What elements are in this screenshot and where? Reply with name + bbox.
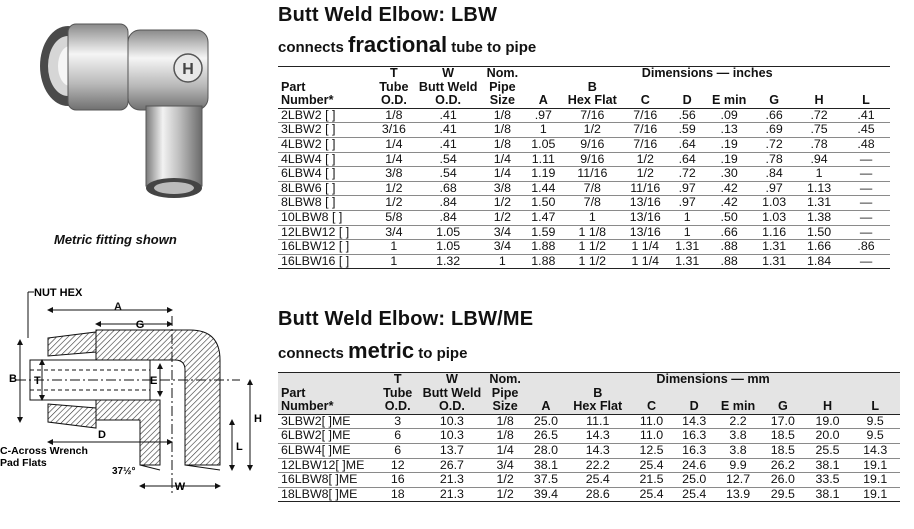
lbw-header-t-3: O.D.: [372, 94, 416, 108]
lbw-header-l: L: [842, 94, 890, 108]
lbwme-header-a: A: [526, 400, 566, 414]
dimension-cell: 16: [376, 473, 420, 488]
table-row: [278, 108, 890, 123]
part-number-cell: 3LBW2 [ ]: [278, 123, 372, 138]
dimension-cell: 14.3: [566, 429, 630, 444]
dimension-cell: 10.3: [420, 429, 485, 444]
lbwme-header-nom-2: Pipe: [484, 387, 526, 401]
lbwme-header-part-2: Number*: [278, 400, 376, 414]
dimension-cell: 1.05: [416, 225, 481, 240]
dimension-cell: 1/8: [480, 137, 524, 152]
dimension-cell: .56: [668, 108, 706, 123]
dimension-cell: .86: [842, 240, 890, 255]
dimension-cell: 1.03: [752, 210, 796, 225]
lbwme-header-w-3: O.D.: [420, 400, 485, 414]
dimension-cell: 1.11: [524, 152, 562, 167]
dimension-cell: 6: [376, 429, 420, 444]
lbwme-header-w-2: Butt Weld: [420, 387, 485, 401]
dimension-cell: 29.5: [761, 487, 805, 502]
table-row: [278, 225, 890, 240]
dimension-cell: 18.5: [761, 429, 805, 444]
lbwme-header-l: L: [850, 400, 900, 414]
dimension-cell: 1/8: [484, 429, 526, 444]
dimension-cell: 25.4: [673, 487, 715, 502]
lbw-header-part-2: Number*: [278, 94, 372, 108]
dimension-cell: 37.5: [526, 473, 566, 488]
dimension-cell: 13/16: [622, 225, 668, 240]
dimension-cell: 1.03: [752, 196, 796, 211]
dimension-cell: 3/4: [480, 240, 524, 255]
dimension-cell: 25.4: [566, 473, 630, 488]
dimension-cell: .41: [416, 123, 481, 138]
part-number-cell: 10LBW8 [ ]: [278, 210, 372, 225]
dimension-cell: 1 1/4: [622, 240, 668, 255]
dimension-cell: 7/8: [562, 196, 622, 211]
hex-logo-mark: H: [182, 61, 194, 78]
dimension-cell: 11.0: [630, 429, 674, 444]
dimension-cell: .19: [706, 137, 752, 152]
lbwme-header-h: H: [805, 400, 851, 414]
dimension-cell: 1/2: [562, 123, 622, 138]
dimension-cell: —: [842, 181, 890, 196]
dimension-cell: 25.4: [630, 487, 674, 502]
table-row: [278, 137, 890, 152]
dimension-cell: .66: [706, 225, 752, 240]
dimension-cell: .41: [416, 137, 481, 152]
dimension-cell: .78: [796, 137, 842, 152]
dimension-cell: .84: [416, 210, 481, 225]
lbwme-header-emin: E min: [715, 400, 761, 414]
dimension-cell: .72: [796, 108, 842, 123]
dimension-cell: 1/2: [484, 487, 526, 502]
part-number-cell: 12LBW12[ ]ME: [278, 458, 376, 473]
dimension-cell: 3/8: [480, 181, 524, 196]
lbw-header-w-1: W: [416, 67, 481, 81]
dimension-cell: 19.1: [850, 458, 900, 473]
lbwme-subtitle: connects metric to pipe: [278, 338, 468, 363]
table-row: [278, 240, 890, 255]
dimension-cell: .13: [706, 123, 752, 138]
part-number-cell: 2LBW2 [ ]: [278, 108, 372, 123]
dimension-cell: .41: [842, 108, 890, 123]
dimension-cell: 1.59: [524, 225, 562, 240]
dimension-cell: 21.3: [420, 487, 485, 502]
dimension-cell: 2.2: [715, 414, 761, 429]
dimension-cell: 1.13: [796, 181, 842, 196]
dimension-cell: .97: [668, 181, 706, 196]
dimension-cell: 12.7: [715, 473, 761, 488]
dimension-cell: .50: [706, 210, 752, 225]
table-row: [278, 152, 890, 167]
dimension-cell: 1/8: [480, 108, 524, 123]
dimension-cell: 39.4: [526, 487, 566, 502]
dimension-cell: 25.0: [526, 414, 566, 429]
dimension-cell: .48: [842, 137, 890, 152]
dimension-cell: 1/2: [622, 167, 668, 182]
dimension-cell: 7/16: [622, 123, 668, 138]
dimension-cell: 7/16: [622, 137, 668, 152]
label-c-across-line2: Pad Flats: [0, 457, 47, 469]
dimension-cell: .94: [796, 152, 842, 167]
dimension-cell: .75: [796, 123, 842, 138]
dimension-cell: 19.1: [850, 487, 900, 502]
dimension-cell: 1/2: [372, 181, 416, 196]
table-row: [278, 123, 890, 138]
dimension-cell: .69: [752, 123, 796, 138]
dimension-cell: 3/4: [480, 225, 524, 240]
dimension-cell: 28.6: [566, 487, 630, 502]
lbw-dimensions-heading: Dimensions — inches: [524, 67, 890, 81]
dimension-cell: 3: [376, 414, 420, 429]
label-d: D: [98, 429, 106, 441]
dimension-cell: 25.4: [630, 458, 674, 473]
dimension-cell: .66: [752, 108, 796, 123]
dimension-cell: 1.19: [524, 167, 562, 182]
dimension-cell: 1 1/4: [622, 254, 668, 269]
dimension-cell: 1.84: [796, 254, 842, 269]
label-l: L: [236, 441, 243, 453]
dimension-cell: 1.31: [752, 240, 796, 255]
dimension-cell: .72: [668, 167, 706, 182]
label-c-across-line1: C-Across Wrench: [0, 445, 88, 457]
lbw-dimensions-table: [278, 66, 890, 269]
dimension-cell: 1.66: [796, 240, 842, 255]
label-angle: 37½°: [112, 466, 136, 477]
part-number-cell: 12LBW12 [ ]: [278, 225, 372, 240]
dimension-cell: 1/2: [372, 196, 416, 211]
dimension-cell: 1.31: [668, 240, 706, 255]
lbwme-header-g: G: [761, 400, 805, 414]
table-row: [278, 196, 890, 211]
dimension-cell: 14.3: [566, 443, 630, 458]
table-row: [278, 458, 900, 473]
dimension-cell: —: [842, 167, 890, 182]
dimension-cell: 1/4: [372, 152, 416, 167]
part-number-cell: 16LBW12 [ ]: [278, 240, 372, 255]
dimension-cell: .88: [706, 254, 752, 269]
dimension-cell: 1.88: [524, 254, 562, 269]
dimension-cell: 5/8: [372, 210, 416, 225]
dimension-cell: 1.05: [416, 240, 481, 255]
dimension-cell: 1.31: [796, 196, 842, 211]
lbw-header-g: G: [752, 94, 796, 108]
table-row: [278, 181, 890, 196]
dimension-cell: 13.9: [715, 487, 761, 502]
dimension-cell: 1/2: [480, 210, 524, 225]
lbwme-header-nom-3: Size: [484, 400, 526, 414]
dimension-cell: 14.3: [673, 414, 715, 429]
part-number-cell: 16LBW16 [ ]: [278, 254, 372, 269]
dimension-cell: 13/16: [622, 210, 668, 225]
dimension-cell: 1.47: [524, 210, 562, 225]
dimension-cell: .64: [668, 152, 706, 167]
dimension-cell: 1: [524, 123, 562, 138]
dimension-cell: 1.31: [668, 254, 706, 269]
lbw-header-t-1: T: [372, 67, 416, 81]
dimension-cell: 1.16: [752, 225, 796, 240]
dimension-cell: .30: [706, 167, 752, 182]
dimension-cell: 12.5: [630, 443, 674, 458]
dimension-cell: .72: [752, 137, 796, 152]
part-number-cell: 6LBW2[ ]ME: [278, 429, 376, 444]
lbw-header-nom-3: Size: [480, 94, 524, 108]
dimension-cell: 12: [376, 458, 420, 473]
lbwme-header-part-1: Part: [278, 387, 376, 401]
part-number-cell: 18LBW8[ ]ME: [278, 487, 376, 502]
dimension-cell: 1.88: [524, 240, 562, 255]
dimension-cell: 19.1: [850, 473, 900, 488]
part-number-cell: 6LBW4[ ]ME: [278, 443, 376, 458]
dimension-cell: 22.2: [566, 458, 630, 473]
lbw-header-emin: E min: [706, 94, 752, 108]
dimension-cell: 1.50: [524, 196, 562, 211]
dimension-cell: 1/8: [480, 123, 524, 138]
dimension-cell: .45: [842, 123, 890, 138]
dimension-cell: 11.1: [566, 414, 630, 429]
lbw-header-c: C: [622, 94, 668, 108]
dimension-cell: .54: [416, 167, 481, 182]
dimension-cell: —: [842, 152, 890, 167]
dimension-cell: 9.9: [715, 458, 761, 473]
dimension-cell: 3/8: [372, 167, 416, 182]
table-row: [278, 210, 890, 225]
lbw-header-w-2: Butt Weld: [418, 79, 478, 94]
dimension-cell: .59: [668, 123, 706, 138]
label-a: A: [114, 301, 122, 313]
part-number-cell: 8LBW8 [ ]: [278, 196, 372, 211]
dimension-cell: 16.3: [673, 429, 715, 444]
dimension-cell: .97: [524, 108, 562, 123]
dimension-cell: 19.0: [805, 414, 851, 429]
dimension-cell: 13.7: [420, 443, 485, 458]
dimension-cell: .64: [668, 137, 706, 152]
lbwme-header-blank: [278, 373, 376, 387]
dimension-cell: —: [842, 210, 890, 225]
dimension-cell: 9.5: [850, 429, 900, 444]
dimension-cell: .42: [706, 196, 752, 211]
lbw-header-part-1: Part: [281, 79, 306, 94]
dimension-cell: 1 1/2: [562, 240, 622, 255]
lbw-header-blank: [278, 67, 372, 81]
dimension-cell: .88: [706, 240, 752, 255]
dimension-cell: 1: [480, 254, 524, 269]
table-row: [278, 167, 890, 182]
dimension-cell: 25.5: [805, 443, 851, 458]
dimension-cell: 1: [796, 167, 842, 182]
dimension-cell: .97: [752, 181, 796, 196]
part-number-cell: 8LBW6 [ ]: [278, 181, 372, 196]
lbwme-dimensions-heading: Dimensions — mm: [526, 373, 900, 387]
dimension-cell: 3.8: [715, 429, 761, 444]
dimension-cell: 33.5: [805, 473, 851, 488]
dimension-cell: 6: [376, 443, 420, 458]
table-row: [278, 429, 900, 444]
dimension-cell: 3/4: [484, 458, 526, 473]
dimension-cell: .84: [416, 196, 481, 211]
dimension-cell: 26.5: [526, 429, 566, 444]
dimension-cell: 7/8: [562, 181, 622, 196]
dimension-cell: .68: [416, 181, 481, 196]
lbwme-header-w-1: W: [420, 373, 485, 387]
lbw-title: Butt Weld Elbow: LBW: [278, 4, 498, 26]
lbw-header-t-2: Tube: [379, 79, 409, 94]
dimension-cell: 1/4: [372, 137, 416, 152]
dimension-cell: .97: [668, 196, 706, 211]
lbw-header-w-3: O.D.: [416, 94, 481, 108]
part-number-cell: 3LBW2[ ]ME: [278, 414, 376, 429]
dimension-cell: 1/4: [480, 152, 524, 167]
dimension-cell: .41: [416, 108, 481, 123]
lbwme-title: Butt Weld Elbow: LBW/ME: [278, 308, 534, 330]
dimension-cell: 1/8: [484, 414, 526, 429]
lbw-header-b-2: Hex Flat: [562, 94, 622, 108]
lbwme-header-t-3: O.D.: [376, 400, 420, 414]
dimension-cell: —: [842, 254, 890, 269]
dimension-cell: 16.3: [673, 443, 715, 458]
dimension-cell: 26.7: [420, 458, 485, 473]
dimension-cell: 1/4: [480, 167, 524, 182]
dimension-cell: 21.3: [420, 473, 485, 488]
dimension-cell: 11/16: [562, 167, 622, 182]
table-row: [278, 414, 900, 429]
lbw-header-nom-2: Pipe: [489, 79, 516, 94]
dimension-cell: 21.5: [630, 473, 674, 488]
lbw-subtitle: connects fractional tube to pipe: [278, 32, 537, 57]
lbw-header-h: H: [796, 94, 842, 108]
lbw-header-d: D: [668, 94, 706, 108]
dimension-cell: 1.05: [524, 137, 562, 152]
dimension-cell: 1/2: [480, 196, 524, 211]
dimension-cell: 26.0: [761, 473, 805, 488]
dimension-cell: 1 1/8: [562, 225, 622, 240]
dimension-cell: 1: [372, 254, 416, 269]
dimension-cell: 1.31: [752, 254, 796, 269]
dimension-cell: 3/16: [372, 123, 416, 138]
dimension-cell: 1: [668, 210, 706, 225]
dimension-cell: 18.5: [761, 443, 805, 458]
lbwme-dimensions-table: [278, 372, 900, 502]
dimension-cell: 38.1: [805, 487, 851, 502]
dimension-drawing: [0, 280, 276, 524]
dimension-cell: 28.0: [526, 443, 566, 458]
dimension-cell: 20.0: [805, 429, 851, 444]
lbwme-header-d: D: [673, 400, 715, 414]
dimension-cell: .54: [416, 152, 481, 167]
dimension-cell: 3/4: [372, 225, 416, 240]
dimension-cell: 3.8: [715, 443, 761, 458]
dimension-cell: —: [842, 196, 890, 211]
dimension-cell: 1/4: [484, 443, 526, 458]
part-number-cell: 16LBW8[ ]ME: [278, 473, 376, 488]
dimension-cell: 7/16: [562, 108, 622, 123]
dimension-cell: .42: [706, 181, 752, 196]
label-b: B: [9, 373, 17, 385]
dimension-cell: 9/16: [562, 152, 622, 167]
dimension-cell: 10.3: [420, 414, 485, 429]
lbwme-header-b-2: Hex Flat: [566, 400, 630, 414]
dimension-cell: 38.1: [805, 458, 851, 473]
dimension-cell: 1 1/2: [562, 254, 622, 269]
lbwme-header-t-2: Tube: [376, 387, 420, 401]
lbw-header-b-1: B: [587, 79, 597, 94]
dimension-cell: 9/16: [562, 137, 622, 152]
dimension-cell: 13/16: [622, 196, 668, 211]
table-row: [278, 254, 890, 269]
table-row: [278, 473, 900, 488]
dimension-cell: 24.6: [673, 458, 715, 473]
lbwme-header-c: C: [630, 400, 674, 414]
photo-caption: Metric fitting shown: [54, 232, 177, 247]
lbw-header-nom-1: Nom.: [480, 67, 524, 81]
dimension-cell: .78: [752, 152, 796, 167]
dimension-cell: 25.0: [673, 473, 715, 488]
label-w: W: [174, 481, 186, 493]
label-g: G: [135, 319, 145, 331]
lbwme-header-b-1: B: [566, 387, 630, 401]
dimension-cell: 38.1: [526, 458, 566, 473]
dimension-cell: 1/2: [622, 152, 668, 167]
dimension-cell: .19: [706, 152, 752, 167]
dimension-cell: 9.5: [850, 414, 900, 429]
table-row: [278, 443, 900, 458]
dimension-cell: 1/8: [372, 108, 416, 123]
dimension-cell: 11/16: [622, 181, 668, 196]
dimension-cell: 26.2: [761, 458, 805, 473]
lbw-header-a: A: [524, 94, 562, 108]
dimension-cell: 1.44: [524, 181, 562, 196]
dimension-cell: 18: [376, 487, 420, 502]
dimension-cell: 17.0: [761, 414, 805, 429]
label-nut-hex: NUT HEX: [34, 287, 83, 299]
label-t: T: [34, 375, 41, 387]
dimension-cell: 1: [562, 210, 622, 225]
lbwme-header-nom-1: Nom.: [484, 373, 526, 387]
dimension-cell: 1.38: [796, 210, 842, 225]
table-row: [278, 487, 900, 502]
dimension-cell: 1/2: [484, 473, 526, 488]
dimension-cell: 11.0: [630, 414, 674, 429]
dimension-cell: 1: [372, 240, 416, 255]
dimension-cell: 1.32: [416, 254, 481, 269]
dimension-cell: 1: [668, 225, 706, 240]
dimension-cell: .09: [706, 108, 752, 123]
lbwme-header-t-1: T: [376, 373, 420, 387]
product-photo: [28, 6, 228, 216]
part-number-cell: 6LBW4 [ ]: [278, 167, 372, 182]
label-h: H: [254, 413, 262, 425]
part-number-cell: 4LBW4 [ ]: [278, 152, 372, 167]
dimension-cell: .84: [752, 167, 796, 182]
part-number-cell: 4LBW2 [ ]: [278, 137, 372, 152]
dimension-cell: 1.50: [796, 225, 842, 240]
dimension-cell: 14.3: [850, 443, 900, 458]
dimension-cell: —: [842, 225, 890, 240]
label-e: E: [150, 375, 158, 387]
dimension-cell: 7/16: [622, 108, 668, 123]
